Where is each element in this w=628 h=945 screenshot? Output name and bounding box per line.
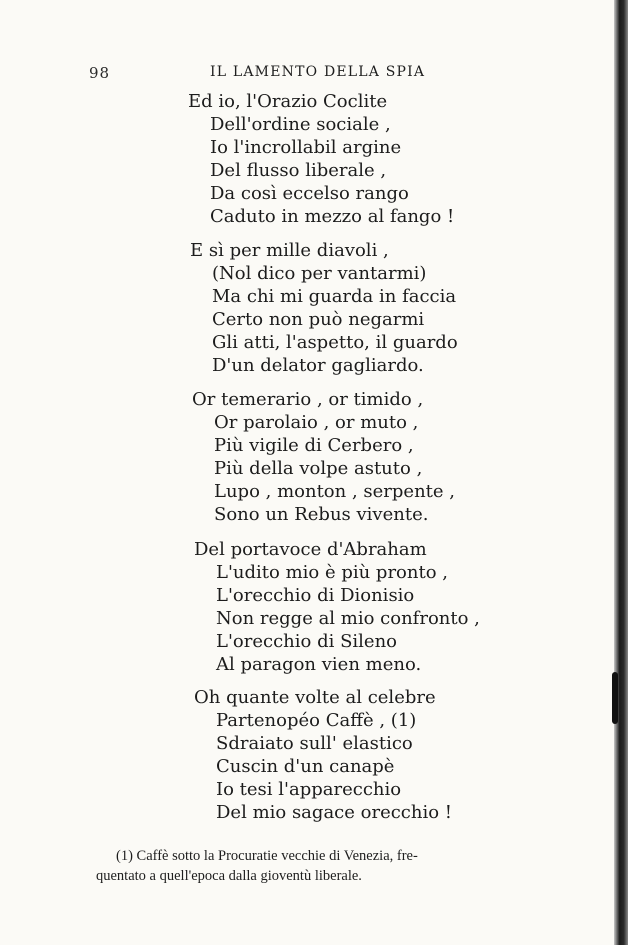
verse-line: Dell'ordine sociale ,: [210, 114, 391, 135]
stanza-2: [190, 239, 458, 377]
stanza-5: [194, 686, 452, 824]
verse-line: Io l'incrollabil argine: [210, 137, 402, 158]
page-number: 98: [89, 64, 111, 82]
verse-line: D'un delator gagliardo.: [212, 355, 424, 376]
verse-line: Cuscin d'un canapè: [216, 756, 395, 777]
stanza-1: [188, 90, 454, 228]
verse-line: Io tesi l'apparecchio: [216, 779, 402, 800]
verse-line: Da così eccelso rango: [210, 183, 409, 204]
verse-line: (Nol dico per vantarmi): [212, 263, 427, 284]
verse-line: E sì per mille diavoli ,: [190, 240, 389, 261]
verse-line: Oh quante volte al celebre: [194, 687, 436, 708]
verse-line: L'udito mio è più pronto ,: [216, 562, 448, 583]
verse-line: Or parolaio , or muto ,: [214, 412, 419, 433]
page-header: [0, 64, 628, 84]
binding-notch: [612, 672, 618, 724]
verse-line: Or temerario , or timido ,: [192, 389, 424, 410]
verse-line: Più vigile di Cerbero ,: [214, 435, 414, 456]
verse-line: Sdraiato sull' elastico: [216, 733, 413, 754]
running-title: IL LAMENTO DELLA SPIA: [210, 64, 426, 80]
verse-line: Del portavoce d'Abraham: [194, 539, 427, 560]
stanza-3: [192, 388, 455, 526]
verse-line: Non regge al mio confronto ,: [216, 608, 480, 629]
page-binding-edge: [614, 0, 628, 945]
verse-line: Del flusso liberale ,: [210, 160, 387, 181]
verse-line: Sono un Rebus vivente.: [214, 504, 429, 525]
verse-line: Più della volpe astuto ,: [214, 458, 423, 479]
verse-line: Del mio sagace orecchio !: [216, 802, 453, 823]
verse-line: Ma chi mi guarda in faccia: [212, 286, 457, 307]
stanza-4: [194, 538, 480, 676]
verse-line: Gli atti, l'aspetto, il guardo: [212, 332, 458, 353]
verse-line: L'orecchio di Dionisio: [216, 585, 415, 606]
verse-line: Ed io, l'Orazio Coclite: [188, 91, 388, 112]
verse-line: Certo non può negarmi: [212, 309, 425, 330]
verse-line: L'orecchio di Sileno: [216, 631, 397, 652]
verse-line: Al paragon vien meno.: [216, 654, 422, 675]
footnote: [96, 846, 532, 886]
verse-line: Partenopéo Caffè , (1): [216, 710, 417, 731]
verse-line: Caduto in mezzo al fango !: [210, 206, 455, 227]
verse-line: Lupo , monton , serpente ,: [214, 481, 455, 502]
footnote-line: (1) Caffè sotto la Procuratie vecchie di Venezia, fre-: [116, 848, 418, 864]
footnote-line: quentato a quell'epoca dalla gioventù liberale.: [96, 868, 362, 884]
